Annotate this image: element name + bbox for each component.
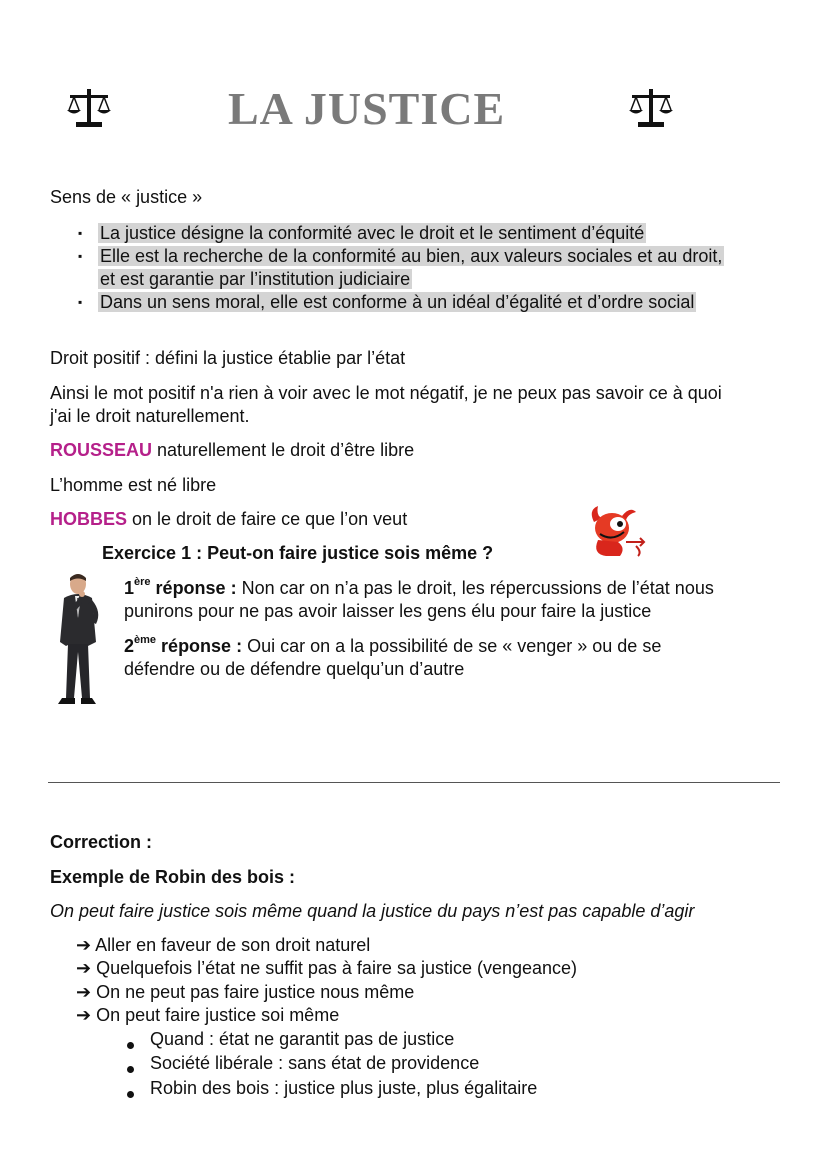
scales-of-justice-icon (628, 86, 674, 130)
homme-line: L’homme est né libre (50, 475, 217, 495)
sens-bullet-2-line1: Elle est la recherche de la conformité au bien, aux valeurs sociales et au droit, (100, 246, 723, 266)
reponse1-line2: punirons pour ne pas avoir laisser les gens élu pour faire la justice (124, 601, 652, 621)
reponse1-sup: ère (134, 576, 151, 588)
square-bullet-icon: ▪ (78, 295, 83, 309)
devil-illustration (586, 502, 648, 560)
sub-bullet-3: Robin des bois : justice plus juste, plus égalitaire (150, 1078, 538, 1098)
arrow-right-icon: ➔ (76, 982, 97, 1002)
horizontal-divider (48, 782, 780, 783)
ainsi-line2: j'ai le droit naturellement. (50, 406, 250, 426)
rousseau-name: ROUSSEAU (50, 440, 153, 460)
sub-bullet-2: Société libérale : sans état de providence (150, 1053, 480, 1073)
droit-positif-text: Droit positif : défini la justice établie par l’état (50, 348, 406, 368)
arrow-right-icon: ➔ (76, 935, 96, 955)
sens-heading: Sens de « justice » (50, 187, 203, 207)
reponse1-line1 (124, 577, 714, 600)
scales-of-justice-icon (66, 86, 112, 130)
arrow-item-text: Aller en faveur de son droit naturel (95, 935, 371, 955)
bullet-dot-icon (127, 1036, 134, 1054)
reponse1-text: Non car on n’a pas le droit, les répercussions de l’état nous (236, 578, 714, 598)
hobbes-text: on le droit de faire ce que l’on veut (127, 509, 408, 529)
arrow-item-text: On ne peut pas faire justice nous même (96, 982, 415, 1002)
bullet-dot-icon (127, 1060, 134, 1078)
sens-bullet-1: La justice désigne la conformité avec le droit et le sentiment d’équité (100, 223, 645, 243)
reponse2-line2: défendre ou de défendre quelqu’un d’autre (124, 659, 465, 679)
square-bullet-icon: ▪ (78, 226, 83, 240)
reponse1-num: 1 (124, 578, 135, 598)
reponse2-num: 2 (124, 636, 135, 656)
arrow-item (76, 981, 414, 1004)
rousseau-text: naturellement le droit d’être libre (152, 440, 415, 460)
arrow-item (76, 1004, 339, 1027)
arrow-right-icon: ➔ (76, 1005, 97, 1025)
reponse1-label: réponse : (150, 578, 237, 598)
page-title: LA JUSTICE (228, 83, 506, 134)
arrow-item (76, 957, 577, 980)
reponse2-label: réponse : (156, 636, 243, 656)
ainsi-line1: Ainsi le mot positif n'a rien à voir avec le mot négatif, je ne peux pas savoir ce à quoi (50, 383, 722, 403)
arrow-item-text: Quelquefois l’état ne suffit pas à faire sa justice (vengeance) (96, 958, 578, 978)
reponse2-text: Oui car on a la possibilité de se « venger » ou de se (242, 636, 662, 656)
exercice-heading: Exercice 1 : Peut-on faire justice sois même ? (102, 543, 494, 563)
reponse2-sup: ème (134, 634, 157, 646)
arrow-right-icon: ➔ (76, 958, 97, 978)
correction-heading: Correction : (50, 832, 153, 852)
sub-bullet-1: Quand : état ne garantit pas de justice (150, 1029, 455, 1049)
hobbes-line (50, 508, 407, 531)
sens-bullet-2-line2: et est garantie par l’institution judiciaire (100, 269, 411, 289)
italic-statement: On peut faire justice sois même quand la justice du pays n’est pas capable d’agir (50, 901, 695, 921)
hobbes-name: HOBBES (50, 509, 128, 529)
thinking-man-illustration (48, 572, 112, 712)
square-bullet-icon: ▪ (78, 249, 83, 263)
reponse2-line1 (124, 635, 661, 658)
bullet-dot-icon (127, 1085, 134, 1103)
sens-bullet-3: Dans un sens moral, elle est conforme à un idéal d’égalité et d’ordre social (100, 292, 695, 312)
rousseau-line (50, 439, 414, 462)
arrow-item (76, 934, 370, 957)
exemple-heading: Exemple de Robin des bois : (50, 867, 296, 887)
arrow-item-text: On peut faire justice soi même (96, 1005, 340, 1025)
